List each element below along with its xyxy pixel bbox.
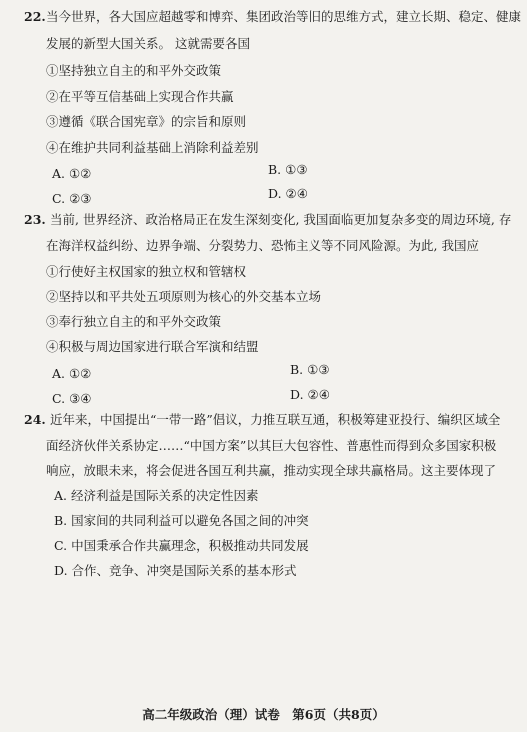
option-b: B. ①③: [290, 362, 330, 377]
statement: ②在平等互信基础上实现合作共赢: [46, 89, 234, 104]
option-d: D. ②④: [268, 186, 308, 201]
statement: ①行使好主权国家的独立权和管辖权: [46, 264, 247, 279]
statement: ④积极与周边国家进行联合军演和结盟: [46, 339, 259, 354]
page-footer: 高二年级政治（理）试卷 第6页（共8页）: [142, 707, 385, 722]
option-d: D. ②④: [290, 387, 330, 402]
question-stem-line: 当今世界，各大国应超越零和博弈、集团政治等旧的思维方式，建立长期、稳定、健康: [46, 9, 522, 24]
question-stem-line: 在海洋权益纠纷、边界争端、分裂势力、恐怖主义等不同风险源。为此, 我国应: [46, 238, 479, 253]
option-a: A. 经济利益是国际关系的决定性因素: [54, 488, 259, 503]
question-number: 22.: [24, 9, 46, 24]
statement: ③遵循《联合国宪章》的宗旨和原则: [46, 114, 247, 129]
question-stem-line: 近年来，中国提出“一带一路”倡议，力推互联互通，积极筹建亚投行、编织区域全: [50, 412, 501, 427]
statement: ③奉行独立自主的和平外交政策: [46, 314, 222, 329]
option-b: B. ①③: [268, 162, 308, 177]
question-stem-line: 响应，放眼未来，将会促进各国互利共赢，推动实现全球共赢格局。这主要体现了: [46, 463, 497, 478]
option-d: D. 合作、竞争、冲突是国际关系的基本形式: [54, 563, 297, 578]
option-c: C. ③④: [52, 391, 92, 406]
question-stem-line: 面经济伙伴关系协定……“中国方案”以其巨大包容性、普惠性而得到众多国家积极: [46, 438, 497, 453]
option-a: A. ①②: [52, 366, 92, 381]
question-stem-line: 当前, 世界经济、政治格局正在发生深刻变化, 我国面临更加复杂多变的周边环境, 存: [50, 212, 512, 227]
question-number: 23.: [24, 212, 46, 227]
statement: ④在维护共同利益基础上消除利益差别: [46, 140, 259, 155]
question-number: 24.: [24, 412, 46, 427]
statement: ②坚持以和平共处五项原则为核心的外交基本立场: [46, 289, 322, 304]
option-c: C. ②③: [52, 191, 92, 206]
option-b: B. 国家间的共同利益可以避免各国之间的冲突: [54, 513, 309, 528]
question-stem-line: 发展的新型大国关系。 这就需要各国: [46, 36, 250, 51]
statement: ①坚持独立自主的和平外交政策: [46, 63, 222, 78]
option-a: A. ①②: [52, 166, 92, 181]
option-c: C. 中国秉承合作共赢理念，积极推动共同发展: [54, 538, 309, 553]
